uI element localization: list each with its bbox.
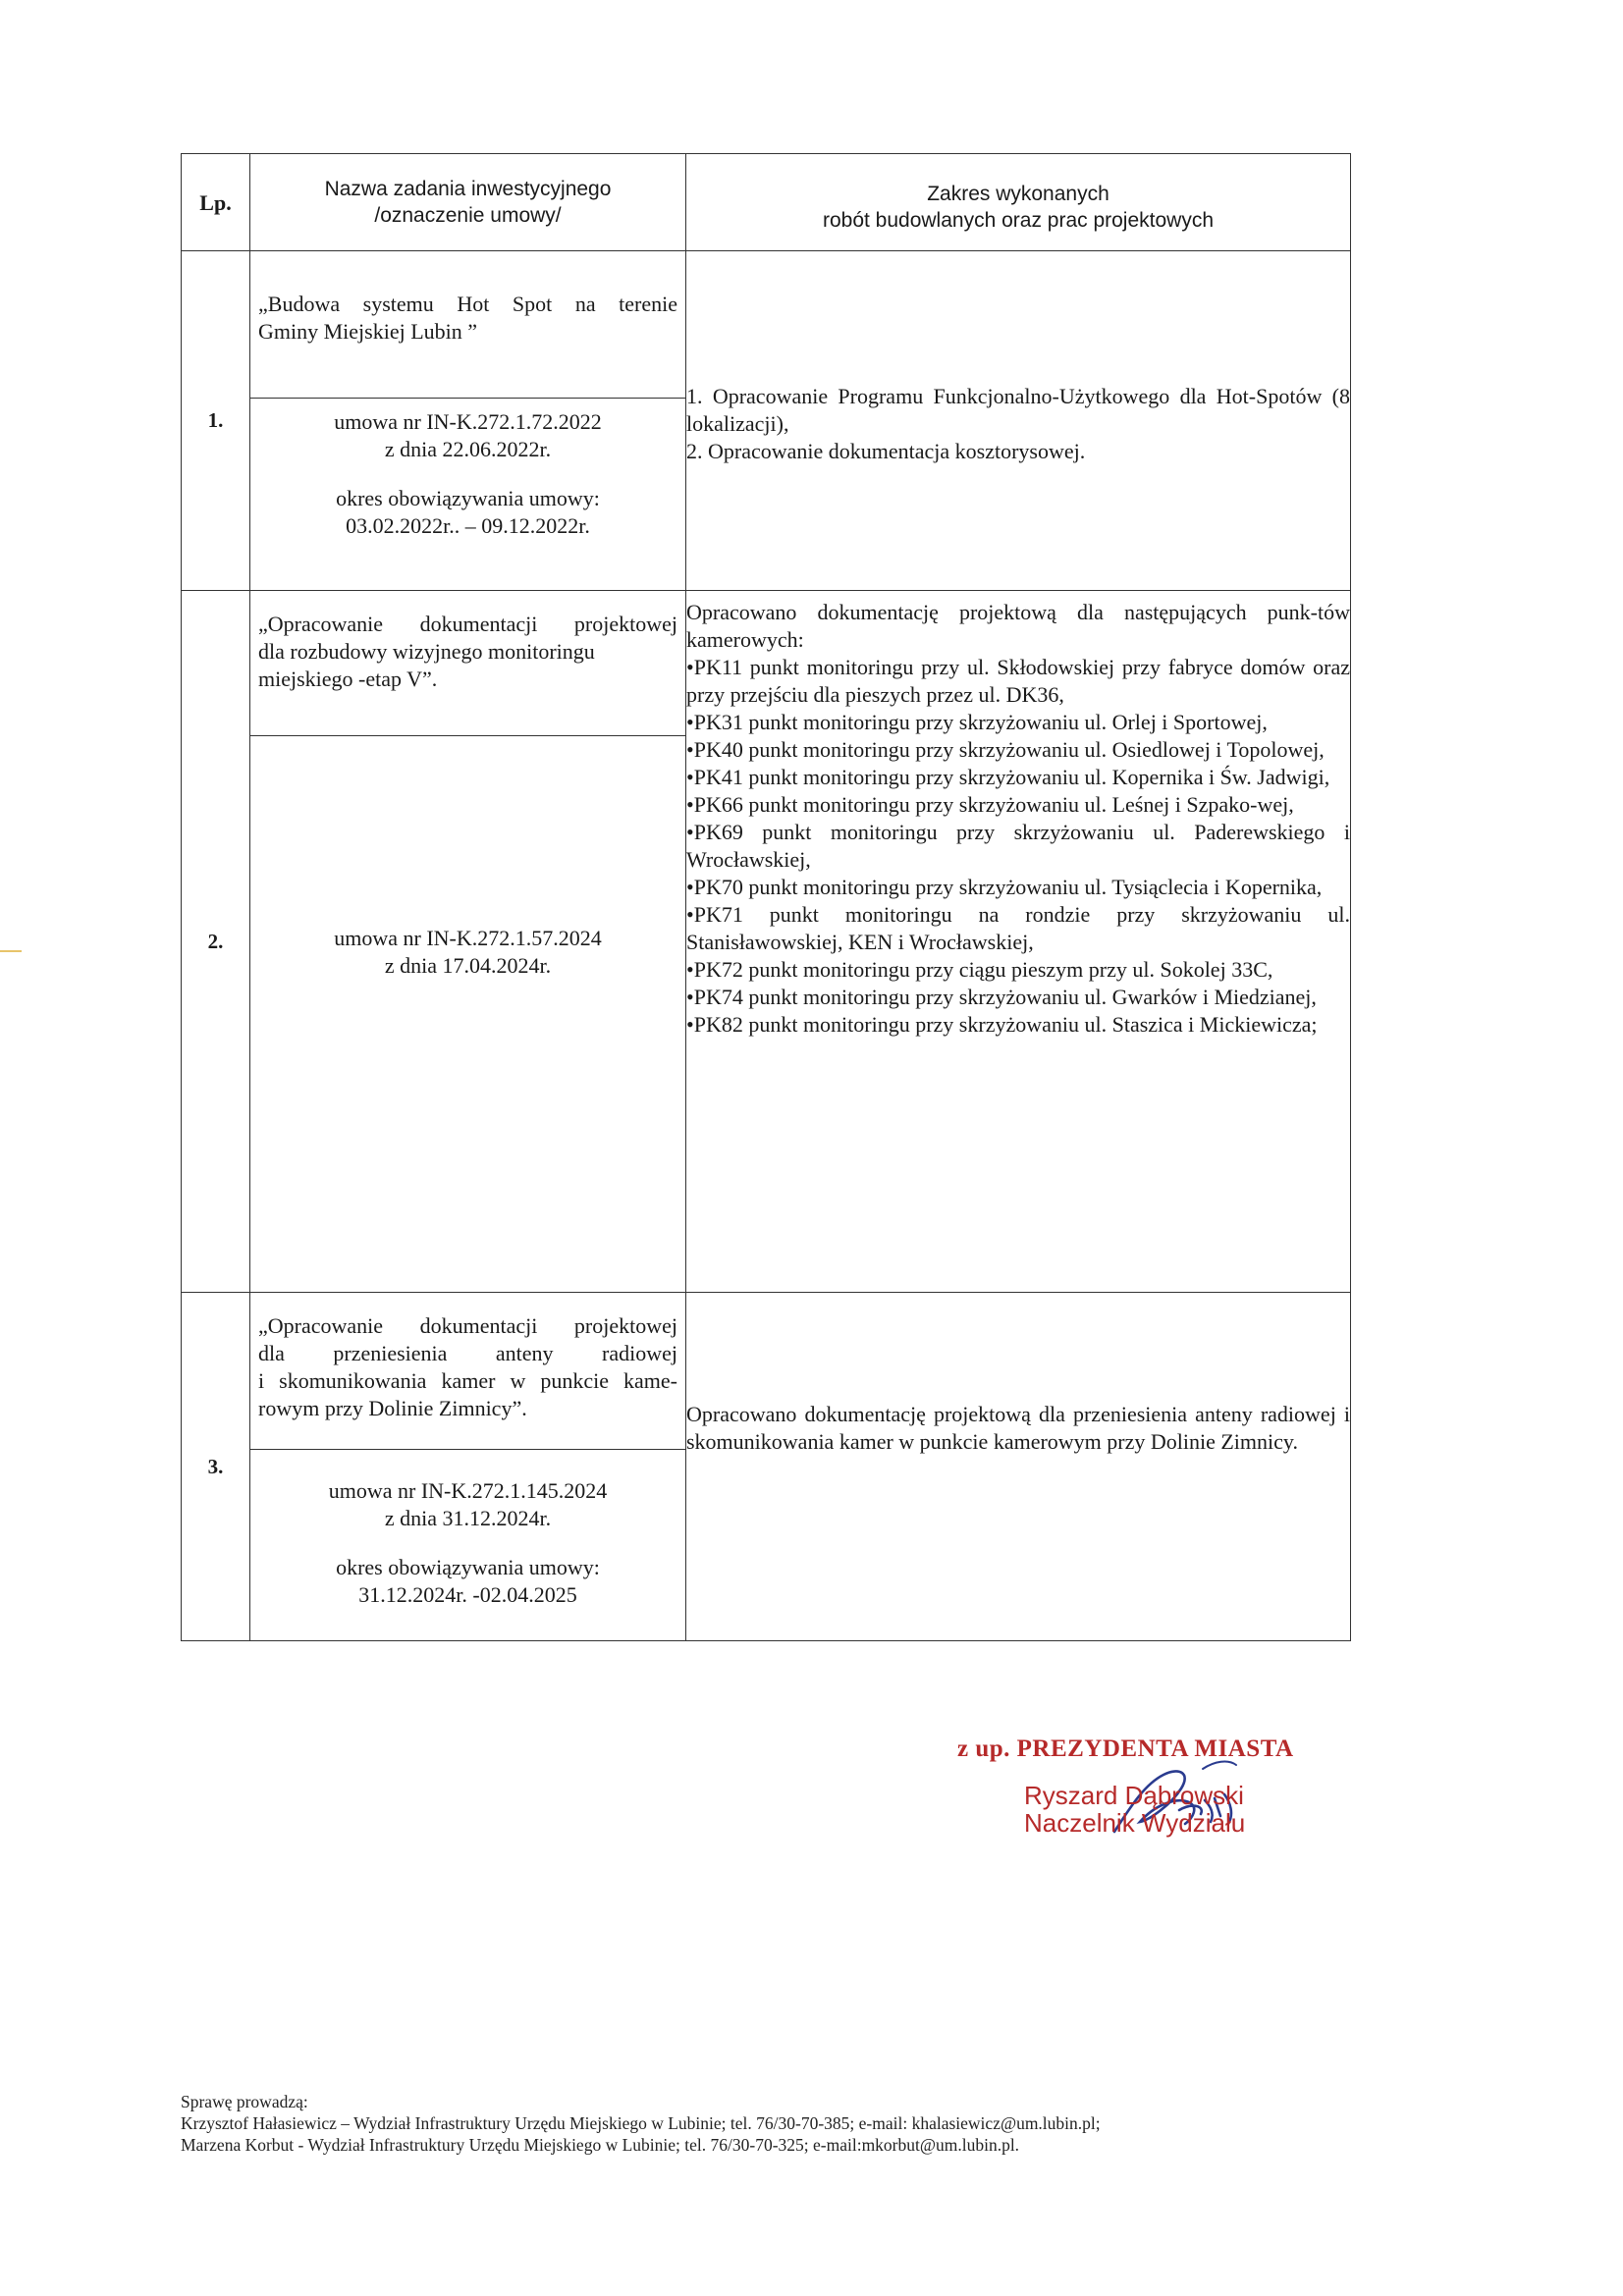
row-scope-cell [686,1293,1351,1641]
row-lp: 2. [182,591,250,1293]
header-scope-line: Zakres wykonanych [927,183,1109,205]
header-task-name-line: /oznaczenie umowy/ [374,204,562,227]
scope-item: •PK40 punkt monitoringu przy skrzyżowaniu ul. Osiedlowej i Topolowej, [686,737,1325,762]
contract-line: z dnia 31.12.2024r. [384,1506,552,1530]
row-scope-cell [686,591,1351,1293]
header-task-name-line: Nazwa zadania inwestycyjnego [324,178,612,200]
scope-item: •PK72 punkt monitoringu przy ciągu pieszym przy ul. Sokolej 33C, [686,957,1273,982]
task-title-line: „Budowa systemu Hot Spot na terenie [258,292,677,316]
scope-item: •PK31 punkt monitoringu przy skrzyżowaniu ul. Orlej i Sportowej, [686,710,1268,734]
contract-line: 31.12.2024r. -02.04.2025 [358,1582,577,1607]
signature-title: z up. PREZYDENTA MIASTA [957,1735,1294,1762]
signature-name: Ryszard Dąbrowski [1024,1781,1244,1810]
table-row [182,251,1351,591]
row-task-cell [250,591,686,1293]
header-task-name [250,154,686,251]
header-scope-line: robót budowlanych oraz prac projektowych [822,209,1215,232]
table-header-row [182,154,1351,251]
scope-item: •PK66 punkt monitoringu przy skrzyżowaniu ul. Leśnej i Szpako-wej, [686,792,1294,817]
contract-line: umowa nr IN-K.272.1.145.2024 [328,1478,608,1503]
margin-mark [0,950,22,952]
row-task-cell [250,1293,686,1641]
scope-item: •PK11 punkt monitoringu przy ul. Skłodowskiej przy fabryce domów oraz przy przejściu dla pieszych przez ul. DK36, [686,655,1350,707]
signature-stamp [957,1716,1350,1863]
contract-spacer [258,463,677,485]
scope-item: •PK74 punkt monitoringu przy skrzyżowaniu ul. Gwarków i Miedzianej, [686,985,1317,1009]
scope-item: •PK82 punkt monitoringu przy skrzyżowaniu ul. Staszica i Mickiewicza; [686,1012,1318,1037]
scope-item: 2. Opracowanie dokumentacja kosztorysowej. [686,439,1086,463]
scope-item: Opracowano dokumentację projektową dla przeniesienia anteny radiowej i skomunikowania kamer w punkcie kamerowym przy Dolinie Zimnicy. [686,1402,1350,1454]
contract-line: umowa nr IN-K.272.1.72.2022 [334,409,602,434]
contract-line: z dnia 17.04.2024r. [384,953,552,978]
header-lp: Lp. [182,154,250,251]
task-title-line: dla rozbudowy wizyjnego monitoringu [258,639,595,664]
task-title-line: rowym przy Dolinie Zimnicy”. [258,1396,527,1420]
contract-line: umowa nr IN-K.272.1.57.2024 [334,926,602,950]
scope-item: •PK70 punkt monitoringu przy skrzyżowaniu ul. Tysiąclecia i Kopernika, [686,875,1323,899]
contract-spacer [258,1532,677,1554]
footer-label: Sprawę prowadzą: [181,2092,308,2111]
contract-line: z dnia 22.06.2022r. [384,437,552,461]
contract-line: okres obowiązywania umowy: [336,1555,600,1579]
scope-item: •PK69 punkt monitoringu przy skrzyżowaniu ul. Paderewskiego i Wrocławskiej, [686,820,1350,872]
contract-info [250,736,685,980]
contract-line: 03.02.2022r.. – 09.12.2022r. [346,513,590,538]
contract-info [250,399,685,540]
footer-contact-line: Krzysztof Hałasiewicz – Wydział Infrastruktury Urzędu Miejskiego w Lubinie; tel. 76/30-70-385; e-mail: khalasiewicz@um.lubin.pl; [181,2113,1101,2133]
task-title-line: dla przeniesienia anteny radiowej [258,1341,677,1365]
header-scope [686,154,1351,251]
contract-info [250,1450,685,1609]
scope-item: •PK41 punkt monitoringu przy skrzyżowaniu ul. Kopernika i Św. Jadwigi, [686,765,1330,789]
row-task-cell [250,251,686,591]
task-title-line: „Opracowanie dokumentacji projektowej [258,612,677,636]
task-title-line: miejskiego -etap V”. [258,667,438,691]
signature-role: Naczelnik Wydziału [1024,1808,1246,1838]
scope-item: 1. Opracowanie Programu Funkcjonalno-Użytkowego dla Hot-Spotów (8 lokalizacji), [686,384,1350,436]
table-row [182,1293,1351,1641]
contract-line: okres obowiązywania umowy: [336,486,600,510]
task-title-line: „Opracowanie dokumentacji projektowej [258,1313,677,1338]
scope-item: Opracowano dokumentację projektową dla następujących punk-tów kamerowych: [686,600,1350,652]
task-title [250,1293,685,1450]
row-scope-cell [686,251,1351,591]
investment-table [181,153,1351,1641]
footer-contacts [181,2091,1101,2156]
task-title [250,591,685,736]
scope-item: •PK71 punkt monitoringu na rondzie przy skrzyżowaniu ul. Stanisławowskiej, KEN i Wrocławskiej, [686,902,1350,954]
task-title-line: i skomunikowania kamer w punkcie kame- [258,1368,677,1393]
task-title-line: Gminy Miejskiej Lubin ” [258,319,478,344]
row-lp: 1. [182,251,250,591]
row-lp: 3. [182,1293,250,1641]
footer-contact-line: Marzena Korbut - Wydział Infrastruktury Urzędu Miejskiego w Lubinie; tel. 76/30-70-325; e-mail:mkorbut@um.lubin.pl. [181,2135,1020,2155]
task-title [250,251,685,399]
table-row [182,591,1351,1293]
